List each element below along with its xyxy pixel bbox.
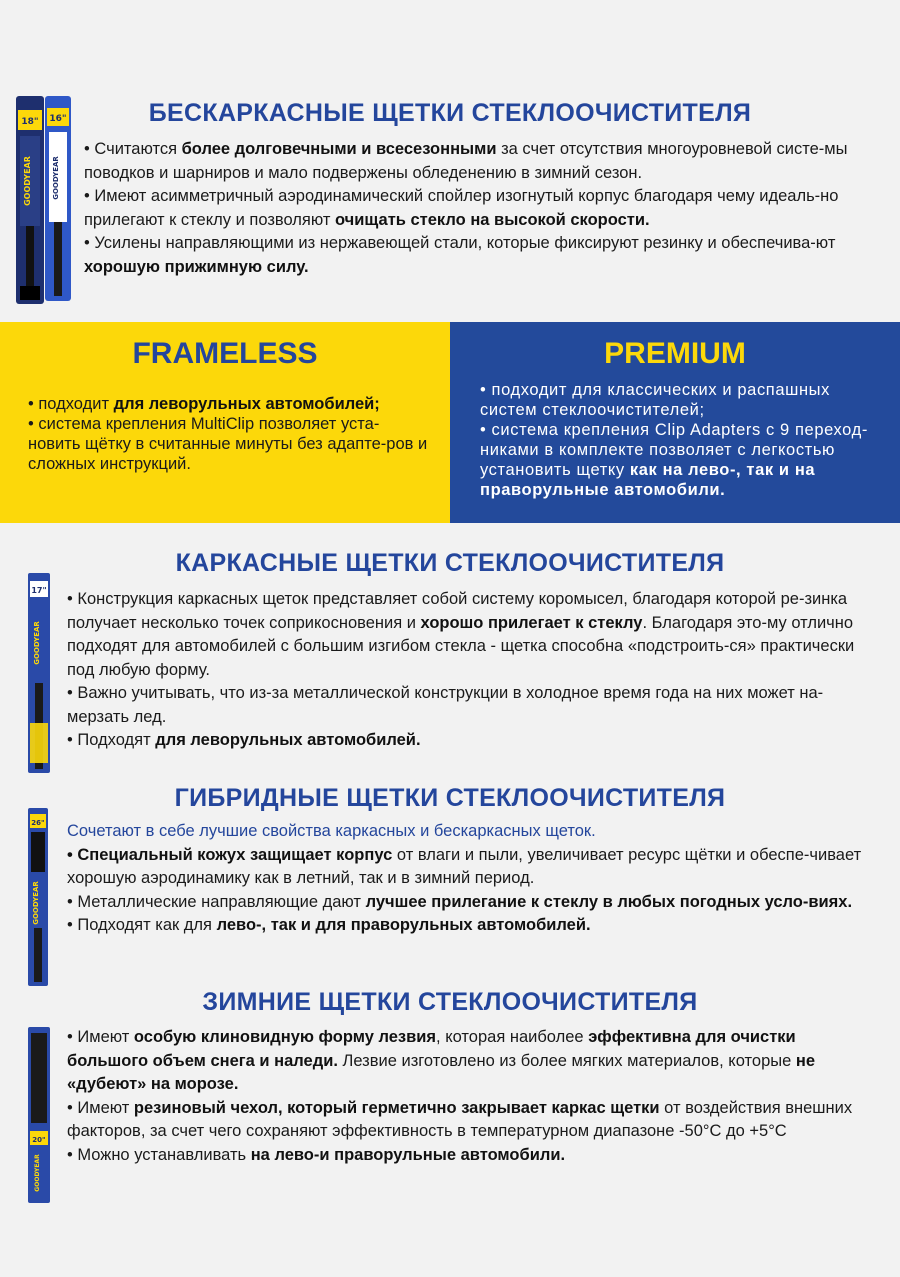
premium-band-title: PREMIUM <box>604 337 746 370</box>
frameless-band-title: FRAMELESS <box>132 337 318 370</box>
pack-size-label: 17" <box>31 586 47 595</box>
frameless-section-title: БЕСКАРКАСНЫЕ ЩЕТКИ СТЕКЛООЧИСТИТЕЛЯ <box>148 99 752 127</box>
frameless-bullet-2: • Имеют асимметричный аэродинамический спойлер изогнутый корпус благодаря чему идеаль-но прилегают к стеклу и позволяют очищать стекло на высокой скорости. <box>84 187 839 229</box>
brand-label: GOODYEAR <box>34 1154 41 1192</box>
hybrid-bullet-1: • Специальный кожух защищает корпус от влаги и пыли, увеличивает ресурс щётки и обеспе-чивает хорошую аэродинамику как в летний, так и в зимний период. <box>67 845 862 887</box>
frameless-section-body <box>84 138 880 279</box>
winter-bullet-1: • Имеют особую клиновидную форму лезвия, которая наиболее эффективна для очистки большого объем снега и наледи. Лезвие изготовлено из более мягких материалов, которые не «дубеют» на морозе. <box>67 1028 816 1093</box>
winter-section-body <box>67 1026 867 1167</box>
frame-section-body <box>67 588 877 753</box>
frame-bullet-3: • Подходят для леворульных автомобилей. <box>67 731 421 749</box>
frame-bullet-2: • Важно учитывать, что из-за металлической конструкции в холодное время года на них может на-мерзать лед. <box>67 684 824 726</box>
pack-size-label: 26" <box>31 819 45 827</box>
frame-section-title: КАРКАСНЫЕ ЩЕТКИ СТЕКЛООЧИСТИТЕЛЯ <box>175 549 725 577</box>
brand-label: GOODYEAR <box>23 156 32 206</box>
pack-size-label: 18" <box>21 117 39 127</box>
pack-size-label: 16" <box>49 114 67 124</box>
frameless-band-text <box>28 394 428 474</box>
premium-band-bullet-1: • подходит для классических и распашных систем стеклоочистителей; <box>480 381 830 419</box>
hybrid-blade-package-26 <box>27 808 49 986</box>
hybrid-section-title: ГИБРИДНЫЕ ЩЕТКИ СТЕКЛООЧИСТИТЕЛЯ <box>174 784 726 812</box>
frame-bullet-1: • Конструкция каркасных щеток представляет собой систему коромысел, благодаря которой ре-зинка получает несколько точек соприкосновения и хорошо прилегает к стеклу. Благодаря это-му отлично подходят для автомобилей с большим изгибом стекла - щетка способна «подстроить-ся» практически под любую форму. <box>67 590 855 679</box>
hybrid-bullet-2: • Металлические направляющие дают лучшее прилегание к стеклу в любых погодных усло-виях. <box>67 892 853 911</box>
frameless-band <box>0 322 450 523</box>
brand-label: GOODYEAR <box>52 156 60 200</box>
hybrid-section-body <box>67 820 867 938</box>
frameless-band-bullet-1: • подходит для леворульных автомобилей; <box>28 395 380 413</box>
winter-blade-package-20 <box>27 1027 51 1203</box>
frameless-bullet-1: • Считаются более долговечными и всесезонными за счет отсутствия многоуровневой систе-мы поводков и шарниров и мало подвержены обледенению в зимний сезон. <box>84 140 848 182</box>
premium-band-text <box>480 380 872 500</box>
frameless-band-bullet-2: • система крепления MultiClip позволяет уста-новить щётку в считанные минуты без адапте-ров и сложных инструкций. <box>28 415 428 473</box>
premium-band-bullet-2: • система крепления Clip Adapters с 9 переход-никами в комплекте позволяет с легкостью установить щетку как на лево-, так и на праворульные автомобили. <box>480 421 868 499</box>
pack-size-label: 20" <box>32 1136 46 1144</box>
hybrid-bullet-3: • Подходят как для лево-, так и для праворульных автомобилей. <box>67 916 591 934</box>
frame-blade-package-17 <box>27 573 51 773</box>
brand-label: GOODYEAR <box>32 881 40 925</box>
premium-band <box>450 322 900 523</box>
winter-bullet-3: • Можно устанавливать на лево-и праворульные автомобили. <box>67 1145 566 1164</box>
frameless-bullet-3: • Усилены направляющими из нержавеющей стали, которые фиксируют резинку и обеспечива-ют хорошую прижимную силу. <box>84 234 836 276</box>
brand-label: GOODYEAR <box>33 621 41 665</box>
winter-bullet-2: • Имеют резиновый чехол, который герметично закрывает каркас щетки от воздействия внешних факторов, за счет чего сохраняют эффективность в температурном диапазоне -50°С до +5°С <box>67 1098 853 1140</box>
hybrid-intro: Сочетают в себе лучшие свойства каркасных и бескаркасных щеток. <box>67 822 596 840</box>
winter-section-title: ЗИМНИЕ ЩЕТКИ СТЕКЛООЧИСТИТЕЛЯ <box>202 988 698 1016</box>
